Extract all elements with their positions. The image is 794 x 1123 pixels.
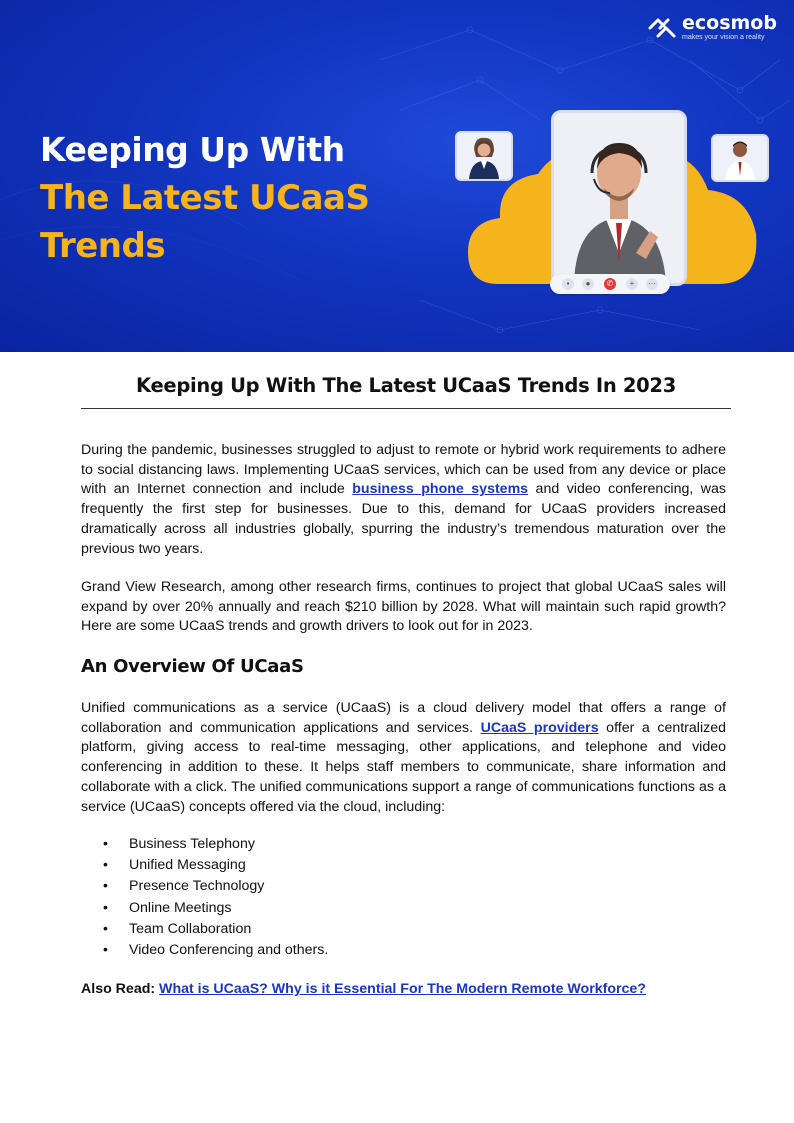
logo-name: ecosmob	[682, 12, 777, 34]
banner-title	[40, 126, 369, 270]
list-item: • Presence Technology	[81, 876, 328, 897]
brand-logo[interactable]	[646, 12, 786, 44]
microphone-icon[interactable]: ●	[582, 278, 594, 290]
camera-icon[interactable]: ▪	[562, 278, 574, 290]
overview-text-end: offer a centralized platform, giving access to real-time messaging, other applications, and telephone and video conferencing in addition to these. It helps staff members to communicate, share information and collaborate with a click. The unified communications support a range of communications functions as a service (UCaaS) concepts offered via the cloud, including:	[81, 719, 726, 815]
list-item: • Video Conferencing and others.	[81, 940, 328, 961]
video-call-tile-main	[551, 110, 687, 286]
more-options-icon[interactable]: ⋯	[648, 279, 656, 288]
overview-paragraph	[81, 699, 726, 817]
woman-avatar-icon	[457, 133, 511, 179]
banner-title-line-3: Trends	[40, 226, 166, 266]
overview-heading: An Overview Of UCaaS	[81, 656, 304, 677]
participant-tile-left	[455, 131, 513, 181]
ecosmob-logo-icon	[646, 14, 678, 42]
intro-text-end: and video conferencing, was frequently the first step for businesses. Due to this, demand for UCaaS providers increased dramatically across all industries globally, spurring the industry’s tremendous maturation over the previous two years.	[81, 481, 726, 557]
title-divider	[81, 408, 731, 409]
intro-paragraph	[81, 441, 726, 559]
article-title: Keeping Up With The Latest UCaaS Trends In 2023	[136, 374, 676, 397]
list-item: • Business Telephony	[81, 834, 328, 855]
also-read-link[interactable]: What is UCaaS? Why is it Essential For The Modern Remote Workforce?	[159, 981, 646, 997]
end-call-icon[interactable]: ✆	[604, 278, 616, 290]
add-participant-icon[interactable]: +	[626, 278, 638, 290]
banner-title-line-1: Keeping Up With	[40, 130, 345, 169]
ucaas-features-list	[81, 834, 328, 961]
growth-paragraph: Grand View Research, among other research firms, continues to project that global UCaaS sales will expand by over 20% annually and reach $210 billion by 2028. What will maintain such rapid growth? Here are some UCaaS trends and growth drivers to look out for in 2023.	[81, 579, 726, 635]
presenter-avatar-icon	[554, 113, 684, 283]
logo-tagline: makes your vision a reality	[682, 34, 765, 41]
call-controls-bar	[550, 274, 670, 294]
man-avatar-icon	[713, 136, 767, 180]
list-item: • Team Collaboration	[81, 919, 328, 940]
list-item: • Unified Messaging	[81, 855, 328, 876]
business-phone-systems-link[interactable]: business phone systems	[352, 481, 529, 498]
overview-text-start: Unified communications as a service (UCaaS) is a cloud delivery model that offers a range of collaboration and communication applications and services.	[81, 700, 726, 736]
intro-text-start: During the pandemic, businesses struggled to adjust to remote or hybrid work requirements to adhere to social distancing laws. Implementing UCaaS services, which can be used from any device or place with an Internet connection and include	[81, 442, 726, 498]
participant-tile-right	[711, 134, 769, 182]
ucaas-providers-link[interactable]: UCaaS providers	[480, 719, 599, 736]
list-item: • Online Meetings	[81, 898, 328, 919]
hero-banner	[0, 0, 794, 352]
banner-title-line-2: The Latest UCaaS	[40, 178, 370, 218]
also-read	[81, 981, 646, 997]
also-read-label: Also Read:	[81, 981, 160, 997]
